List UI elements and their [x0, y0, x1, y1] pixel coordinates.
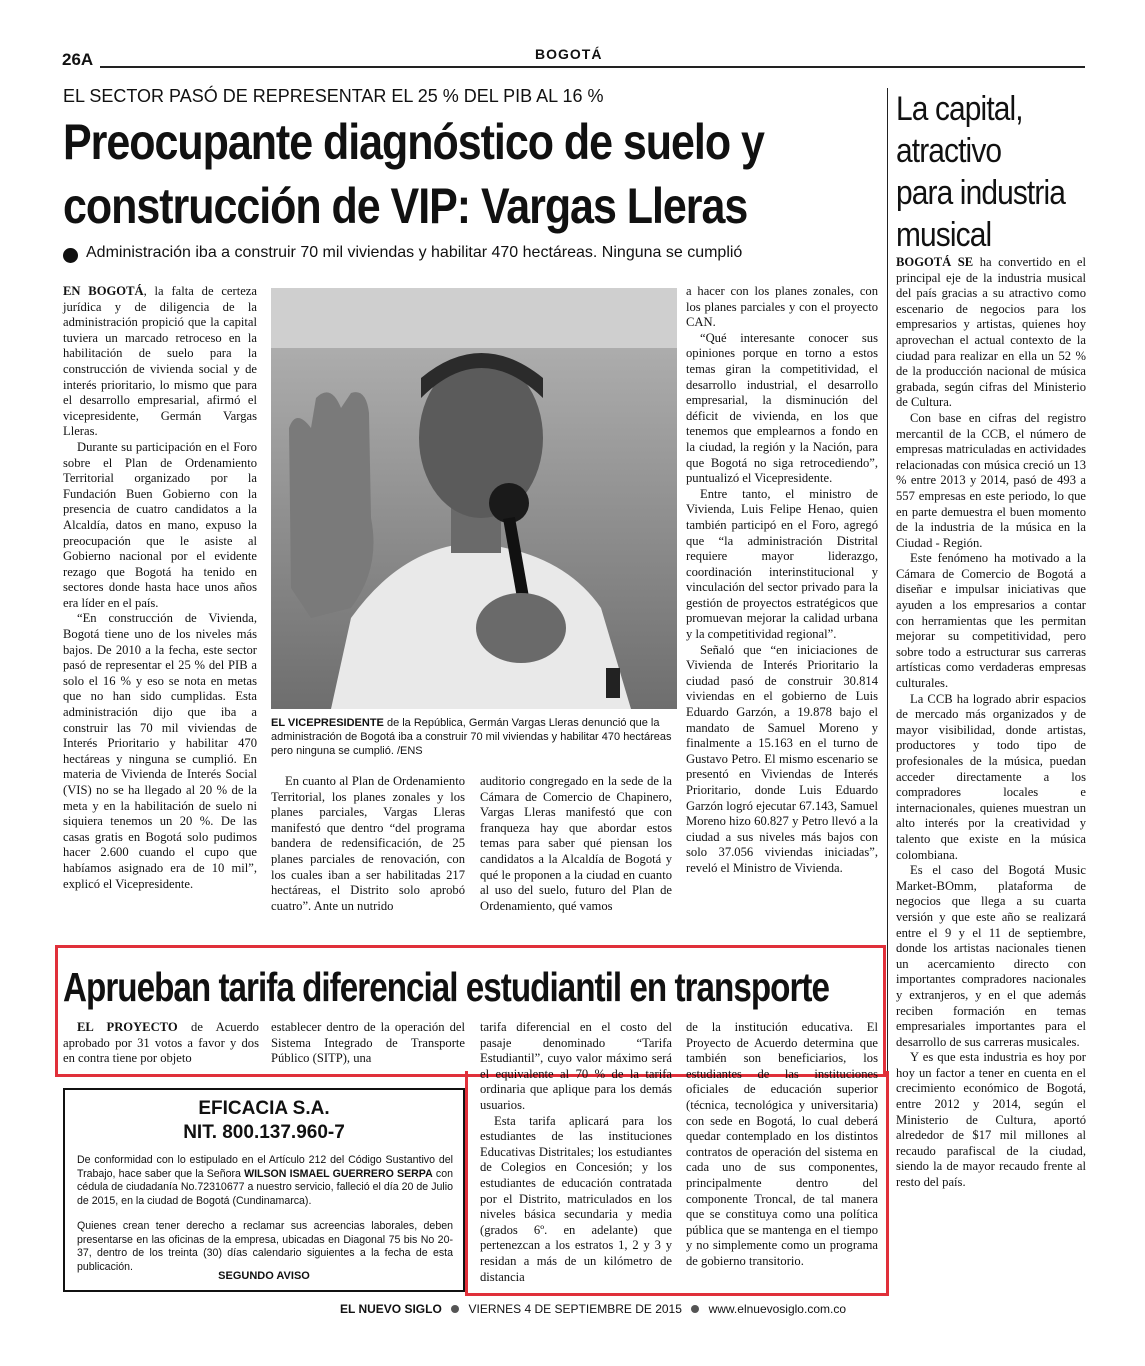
lead-in: EN BOGOTÁ — [63, 284, 144, 298]
kicker: EL SECTOR PASÓ DE REPRESENTAR EL 25 % DEL PIB AL 16 % — [63, 86, 604, 106]
vice-president-photo — [271, 288, 677, 709]
paragraph: de la institución educativa. El Proyecto de Acuerdo determina que también son beneficiarios, los estudiantes de las instituciones oficiales de educación superior (técnica, tecnológica y universitaria) con sede en Bogotá, lo cual deberá quedar contemplado en los distintos contratos de operación del sistema en cada uno de sus componentes, principalmente dentro del componente Troncal, de tal manera que se constituya como una política pública que se mantenga en el tiempo y no simplemente como un programa de gobierno transitorio. — [686, 1020, 878, 1268]
page-number: 26A — [62, 50, 94, 69]
deck: Administración iba a construir 70 mil viviendas y habilitar 470 hectáreas. Ninguna se cumplió — [86, 244, 743, 261]
paragraph: Con base en cifras del registro mercantil de la CCB, el número de empresas matriculadas en actividades relacionadas con música creció un 13 % entre 2013 y 2014, pasó de 493 a 557 empresas en este periodo, lo que en parte demuestra el buen momento de la industria de la música en la Ciudad - Región. — [896, 410, 1086, 550]
paragraph: tarifa diferencial en el costo del pasaje denominado “Tarifa Estudiantil”, cuyo valor máximo será el equivalente al 70 % de la tarifa ordinaria que aplique para los demás usuarios. — [480, 1020, 672, 1112]
transport-col-2 — [271, 1020, 465, 1067]
header-rule — [100, 66, 1085, 68]
bullet-icon — [451, 1305, 459, 1313]
notice-title: EFICACIA S.A. — [198, 1098, 330, 1119]
paragraph: Entre tanto, el ministro de Vivienda, Luis Felipe Henao, quien también participó en el Foro, agregó que “la administración Distrital requiere mayor liderazgo, coordinación interinstitucional y vinculación del sector privado para la gestión de proyectos estratégicos que promuevan mejorar la calidad urbana y la competitividad regional”. — [686, 486, 878, 642]
transport-headline: Aprueban tarifa diferencial estudiantil en transporte — [63, 964, 829, 1010]
paragraph: , la falta de certeza jurídica y de diligencia de la administración propició que la capital tuviera un marcado retroceso en la habilitación de suelo para la construcción de vivienda social y de interés prioritario, lo mismo que para el desarrollo empresarial, afirmó el vicepresidente, Germán Vargas Lleras. — [63, 284, 257, 439]
lead-in: BOGOTÁ SE — [896, 255, 974, 269]
paragraph: Y es que esta industria es hoy por hoy un factor a tener en cuenta en el crecimiento económico de Bogotá, entre 2012 y 2014, según el Ministerio de Cultura, aportó alrededor de $17 mil millones al recaudo parafiscal de la ciudad, siendo la de mayor recaudo frente al resto del país. — [896, 1050, 1086, 1190]
transport-col-3 — [480, 1020, 672, 1285]
paper-name: EL NUEVO SIGLO — [340, 1302, 442, 1316]
deck-bullet-icon — [63, 248, 78, 263]
paragraph: “En construcción de Vivienda, Bogotá tiene uno de los niveles más bajos. De 2010 a la fecha, este sector pasó de representar el 25 % del PIB a solo el 16 % y eso se nota en metas que no han sido cumplidas. Esta administración dijo que iba a construir las 70 mil viviendas de Interés Prioritario y habilitar 470 hectáreas y ninguna se cumplió. En materia de Vivienda de Interés Social (VIS) no se ha llegado al 20 % de la meta y en la habilitación de suelo ni siquiera tenemos un 20 %. De las casas gratis en Bogotá solo pudimos hacer 2.600 cuando el cupo que habíamos asignado era de 10 mil”, explicó el Vicepresidente. — [63, 611, 257, 891]
main-col-2 — [271, 774, 465, 914]
section-label: BOGOTÁ — [535, 46, 603, 62]
paragraph: Es el caso del Bogotá Music Market-BOmm, plataforma de negocios que llega a su cuarta versión y que este año se realizará entre el 9 y el 11 de septiembre, donde los artistas nacionales tienen un acercamiento directo con importantes compradores nacionales y extranjeros, y en el que además reciben formación en temas empresariales importantes para el desarrollo de sus carreras musicales. — [896, 863, 1086, 1049]
caption-lead: EL VICEPRESIDENTE — [271, 717, 384, 729]
caption-text: de la República, Germán Vargas Lleras denunció que la administración de Bogotá iba a construir 70 mil viviendas y habilitar 470 hectáreas pero ninguna se cumplió. /ENS — [271, 717, 672, 757]
main-col-3 — [480, 774, 672, 914]
side-headline-line: musical — [896, 216, 992, 254]
photo-caption — [271, 716, 677, 758]
notice-footer: SEGUNDO AVISO — [218, 1270, 310, 1282]
lead-in: EL PROYECTO — [77, 1020, 178, 1034]
paragraph: ha convertido en el principal eje de la industria musical del país gracias a su atractivo como escenario de negocios para los empresarios y artistas, quienes hoy aprovechan el actual contexto de la ciudad para realizar en ella un 52 % de la producción nacional de música grabada, según cifras del Ministerio de Cultura. — [896, 255, 1087, 410]
footer-url: www.elnuevosiglo.com.co — [708, 1302, 846, 1316]
notice-paragraph: De conformidad con lo estipulado en el Artículo 212 del Código Sustantivo del Trabajo, hace saber que la Señora WILSON ISMAEL GUERRERO SERPA con cédula de ciudadanía No.72310677 a nuestro servicio, falleció el día 20 de Julio de 2015, en la ciudad de Bogotá (Cundinamarca). — [77, 1154, 453, 1207]
main-col-1 — [63, 284, 257, 892]
paragraph: de Acuerdo aprobado por 31 votos a favor y dos en contra tiene por objeto — [63, 1020, 259, 1066]
paragraph: En cuanto al Plan de Ordenamiento Territorial, los planes zonales y los planes parciales, Vargas Lleras manifestó que dentro “del programa bandera de redensificación, de 25 planes parciales de renovación, con los cuales iban a ser habilitadas 217 hectáreas, el Distrito solo aprobó cuatro”. Ante un nutrido — [271, 774, 465, 913]
main-col-4 — [686, 284, 878, 877]
legal-notice — [63, 1088, 465, 1292]
bullet-icon — [691, 1305, 699, 1313]
paragraph: Este fenómeno ha motivado a la Cámara de Comercio de Bogotá a diseñar e impulsar iniciativas que ayuden a los empresarios a contar con herramientas que les permitan mejorar su competitividad, pero sobre todo a estructurar sus carreras artísticas como verdaderas empresas culturales. — [896, 551, 1086, 691]
paragraph: auditorio congregado en la sede de la Cámara de Comercio de Chapinero, Vargas Lleras manifestó que con franqueza hay que abordar estos temas para saber qué piensan los candidatos a la Alcaldía de Bogotá y qué le proponen a la ciudad en cuanto al uso del suelo, futuro del Plan de Ordenamiento, qué vamos — [480, 774, 672, 913]
transport-col-4 — [686, 1020, 878, 1270]
side-headline-line: atractivo — [896, 132, 1002, 170]
paragraph: “Qué interesante conocer sus opiniones porque en torno a estos temas giran la competitividad, el desarrollo industrial, el desarrollo empresarial, la disminución del déficit de vivienda, en los que tenemos que emplearnos a fondo en la ciudad, la región y la Nación, para que Bogotá no siga retrocediendo”, puntualizó el Vicepresidente. — [686, 330, 878, 486]
main-headline-line2: construcción de VIP: Vargas Lleras — [63, 178, 748, 234]
paragraph: establecer dentro de la operación del Sistema Integrado de Transporte Público (SITP), una — [271, 1020, 465, 1066]
notice-nit: NIT. 800.137.960-7 — [183, 1122, 345, 1143]
paragraph: a hacer con los planes zonales, con los planes parciales y con el proyecto CAN. — [686, 284, 878, 330]
notice-paragraph: Quienes crean tener derecho a reclamar sus acreencias laborales, deben presentarse en las oficinas de la empresa, ubicadas en Diagonal 75 bis No 20-37, dentro de los treinta (30) días calendario siguientes a la fecha de esta publicación. — [77, 1220, 453, 1273]
paragraph: Durante su participación en el Foro sobre el Plan de Ordenamiento Territorial organizado por la Fundación Buen Gobierno con la presencia de cuatro candidatos a la Alcaldía, datos en mano, expuso la preocupación que le asiste al Gobierno nacional por el evidente rezago que Bogotá ha tenido en sectores donde hasta hace unos años era líder en el país. — [63, 439, 257, 610]
side-article-body — [896, 255, 1086, 1191]
page-footer — [340, 1302, 846, 1316]
paragraph: La CCB ha logrado abrir espacios de mercado más organizados y de mayor visibilidad, donde artistas, productores y todo tipo de profesionales de la música, puedan acceder directamente a los compradores locales e internacionales, quienes muestran un alto interés por la creatividad y talento que existe en la música colombiana. — [896, 691, 1086, 862]
footer-date: VIERNES 4 DE SEPTIEMBRE DE 2015 — [468, 1302, 682, 1316]
transport-col-1 — [63, 1020, 259, 1067]
side-headline-line: La capital, — [896, 90, 1023, 128]
side-headline-line: para industria — [896, 174, 1065, 212]
main-headline-line1: Preocupante diagnóstico de suelo y — [63, 114, 764, 170]
paragraph: Señaló que “en iniciaciones de Vivienda de Interés Prioritario la ciudad pasó de construir 30.814 viviendas en el gobierno de Luis Eduardo Garzón, a 19.878 bajo el mandato de Samuel Moreno y finalmente a 15.163 en el turno de Gustavo Petro. El mismo escenario se presentó en Viviendas de Interés Prioritario, donde Luis Eduardo Garzón logró ejecutar 67.143, Samuel Moreno hizo 60.827 y Petro llevó a la ciudad a sus niveles más bajos con solo 37.056 viviendas iniciadas”, reveló el Ministro de Vivienda. — [686, 642, 878, 875]
paragraph: Esta tarifa aplicará para los estudiantes de las instituciones Educativas Distritales; los estudiantes de Colegios en Concesión; y los estudiantes de educación contratada por el Distrito, matriculados en los niveles básica secundaria y media (grados 6º. en adelante) que pertenezcan a los estratos 1, 2 y 3 y residan a más de un kilómetro de distancia — [480, 1113, 672, 1284]
side-headline — [896, 88, 1065, 256]
